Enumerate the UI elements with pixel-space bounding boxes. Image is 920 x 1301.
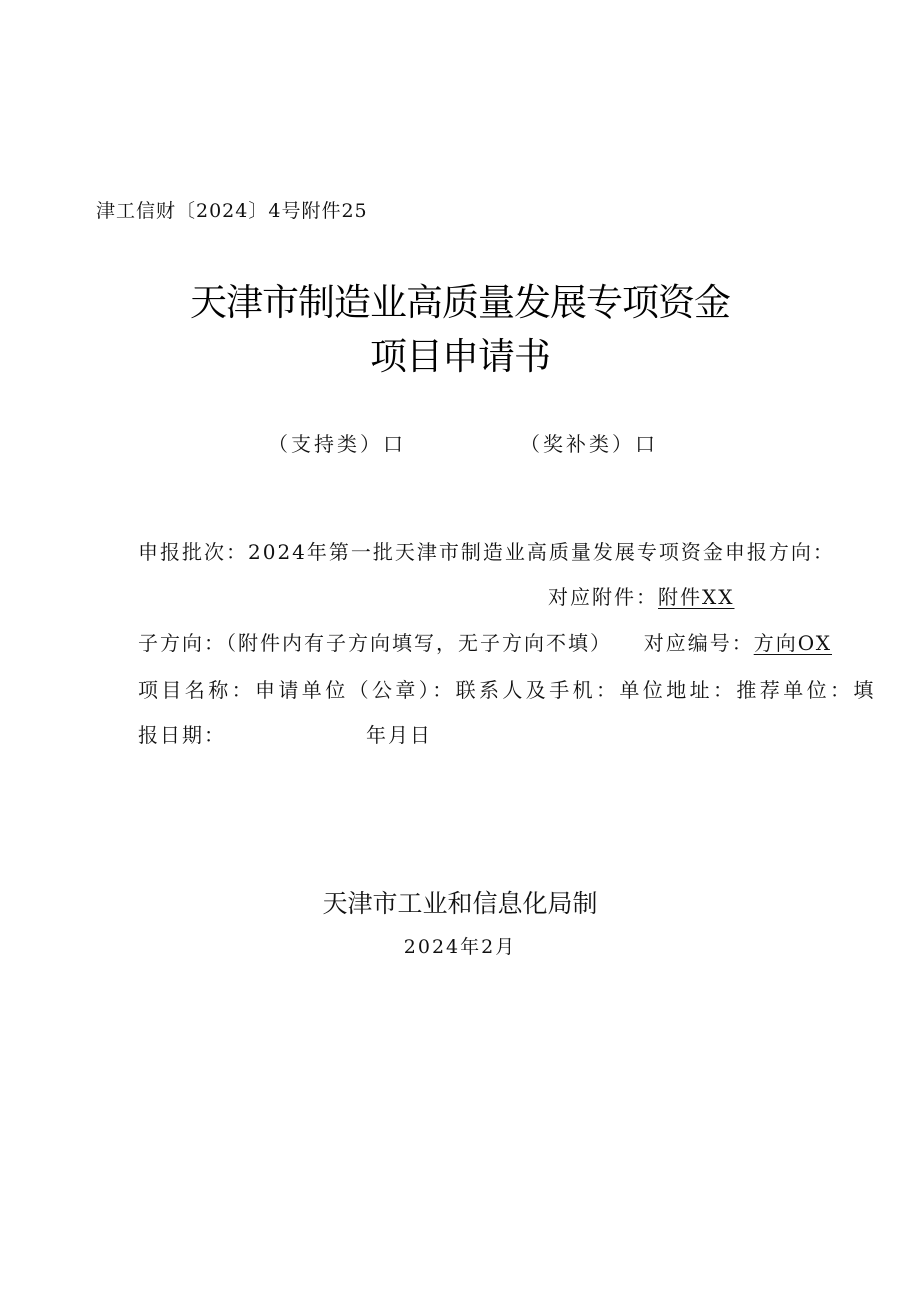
fill-date-line [138, 719, 432, 748]
code-part [644, 627, 832, 656]
batch-line: 申报批次：2024年第一批天津市制造业高质量发展专项资金申报方向： [138, 540, 835, 564]
code-label: 对应编号： [643, 631, 754, 655]
code-value: 方向OX [753, 631, 832, 655]
document-number: 津工信财〔2024〕4号附件25 [96, 200, 368, 222]
attachment-label: 对应附件： [548, 585, 658, 609]
fill-date-suffix: 年月日 [366, 723, 432, 747]
sub-direction-label: 子方向：（附件内有子方向填写，无子方向不填） [138, 631, 612, 655]
title-line-2: 项目申请书 [370, 335, 550, 378]
fill-date-label: 报日期： [138, 723, 226, 747]
attachment-value: 附件XX [658, 585, 735, 609]
category-reward-checkbox[interactable]: （奖补类）口 [520, 432, 658, 456]
category-support-checkbox[interactable]: （支持类）口 [268, 432, 406, 456]
issue-date: 2024年2月 [403, 936, 517, 958]
title-line-1: 天津市制造业高质量发展专项资金 [190, 281, 730, 324]
issuer: 天津市工业和信息化局制 [322, 889, 598, 918]
project-fields-line: 项目名称：申请单位（公章）：联系人及手机：单位地址：推荐单位：填 [138, 678, 877, 702]
attachment-line [548, 581, 734, 610]
